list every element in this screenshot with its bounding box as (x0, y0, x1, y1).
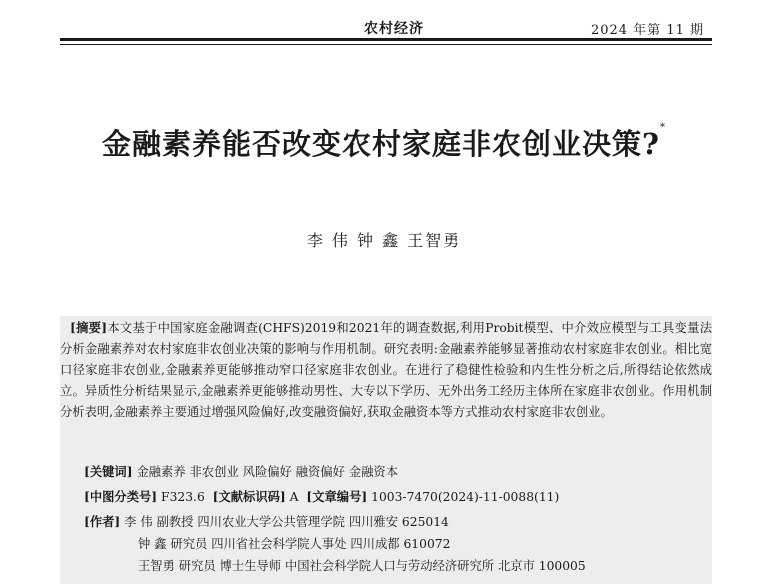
keywords-row (84, 462, 398, 480)
abstract (60, 317, 712, 423)
keywords-label: [关键词] (84, 464, 133, 479)
title-text: 金融素养能否改变农村家庭非农创业决策? (102, 127, 660, 161)
author-info-line: 钟 鑫 研究员 四川省社会科学院人事处 四川成都 610072 (138, 537, 451, 551)
article-number-label: [文章编号] (306, 489, 368, 504)
paper-title (0, 122, 768, 163)
issue-number: 2024 年第 11 期 (590, 23, 704, 38)
author-info-line: 李 伟 副教授 四川农业大学公共管理学院 四川雅安 625014 (124, 515, 449, 529)
doc-code-value: A (289, 490, 299, 504)
author-info-row-3 (138, 556, 586, 574)
clc-value: F323.6 (161, 490, 205, 504)
author-info-line: 王智勇 研究员 博士生导师 中国社会科学院人口与劳动经济研究所 北京市 100005 (138, 559, 586, 573)
abstract-text: 本文基于中国家庭金融调查(CHFS)2019和2021年的调查数据,利用Probit模型、中介效应模型与工具变量法分析金融素养对农村家庭非农创业决策的影响与作用机制。研究表明:金融素养能够显著推动农村家庭非农创业。相比宽口径家庭非农创业,金融素养更能够推动窄口径家庭非农创业。在进行了稳健性检验和内生性分析之后,所得结论依然成立。异质性分析结果显示,金融素养更能够推动男性、大专以下学历、无外出务工经历主体所在家庭非农创业。作用机制分析表明,金融素养主要通过增强风险偏好,改变融资偏好,获取金融资本等方式推动农村家庭非农创业。 (60, 321, 712, 419)
keywords-text: 金融素养 非农创业 风险偏好 融资偏好 金融资本 (136, 465, 399, 479)
abstract-label: [摘要] (70, 320, 108, 335)
article-number-value: 1003-7470(2024)-11-0088(11) (371, 490, 560, 504)
title-footnote-mark: * (660, 122, 666, 133)
page-header (60, 0, 712, 46)
author-info-label: [作者] (84, 514, 121, 529)
header-rule-thin (60, 44, 712, 45)
author-info-row-1 (84, 512, 449, 530)
header-rule-thick (60, 38, 712, 41)
author-names: 李 伟 钟 鑫 王智勇 (306, 231, 462, 250)
doc-code-label: [文献标识码] (212, 489, 286, 504)
author-info-row-2 (138, 534, 450, 552)
journal-name: 农村经济 (364, 21, 424, 37)
classification-row (84, 487, 559, 505)
clc-label: [中图分类号] (84, 489, 158, 504)
